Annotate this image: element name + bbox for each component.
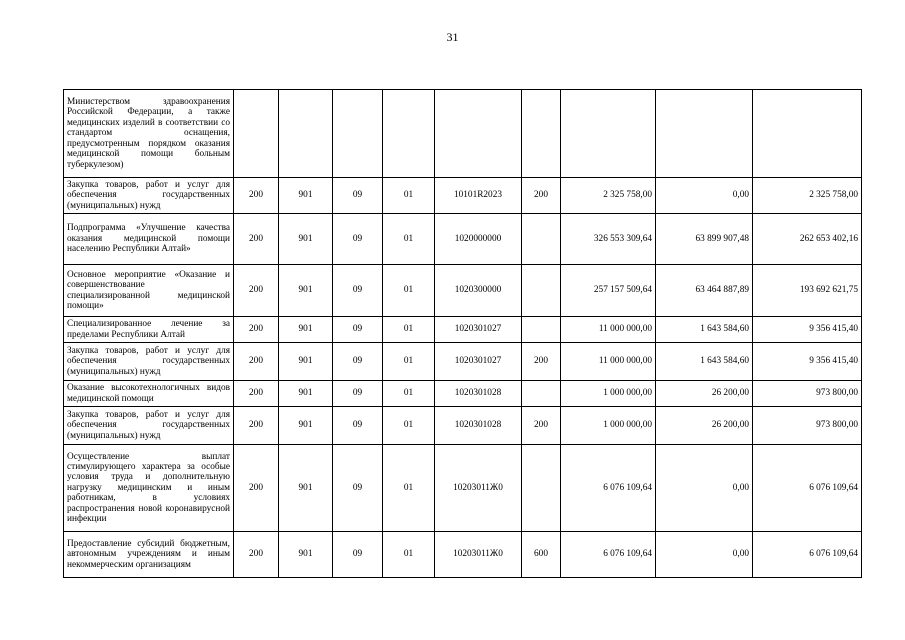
cell-target-article (435, 90, 522, 178)
cell-code-3: 09 (333, 265, 383, 317)
cell-value-3: 973 800,00 (753, 407, 862, 445)
table-row (64, 178, 862, 214)
cell-code-2: 901 (279, 381, 333, 407)
table-row (64, 90, 862, 178)
cell-target-article: 1020301027 (435, 317, 522, 343)
cell-value-2: 26 200,00 (656, 407, 753, 445)
cell-value-2: 0,00 (656, 178, 753, 214)
cell-value-2: 26 200,00 (656, 381, 753, 407)
cell-code-4: 01 (383, 265, 435, 317)
cell-value-1: 1 000 000,00 (561, 381, 656, 407)
cell-code-2: 901 (279, 343, 333, 381)
cell-value-2: 63 899 907,48 (656, 214, 753, 265)
budget-table (63, 89, 862, 578)
cell-value-2 (656, 90, 753, 178)
cell-code-3: 09 (333, 214, 383, 265)
cell-code-4: 01 (383, 178, 435, 214)
cell-value-1: 11 000 000,00 (561, 343, 656, 381)
cell-code-4: 01 (383, 381, 435, 407)
cell-value-3: 6 076 109,64 (753, 445, 862, 532)
cell-value-3: 9 356 415,40 (753, 343, 862, 381)
table-row (64, 343, 862, 381)
budget-table-body (64, 90, 862, 578)
cell-code-4 (383, 90, 435, 178)
row-name: Министерством здравоохранения Российской Федерации, а также медицинских изделий в соответствии со стандартом оснащения, предусмотренным порядком оказания медицинской помощи больным туберкулезом) (64, 90, 234, 178)
cell-value-3: 262 653 402,16 (753, 214, 862, 265)
cell-value-3: 6 076 109,64 (753, 532, 862, 578)
cell-code-1: 200 (234, 407, 279, 445)
cell-value-3: 9 356 415,40 (753, 317, 862, 343)
table-row (64, 214, 862, 265)
cell-code-1: 200 (234, 532, 279, 578)
cell-value-3 (753, 90, 862, 178)
cell-code-3: 09 (333, 445, 383, 532)
table-row (64, 265, 862, 317)
cell-code-1: 200 (234, 381, 279, 407)
cell-code-2: 901 (279, 532, 333, 578)
cell-target-article: 1020300000 (435, 265, 522, 317)
cell-expense-type (522, 381, 561, 407)
cell-value-2: 63 464 887,89 (656, 265, 753, 317)
cell-value-3: 2 325 758,00 (753, 178, 862, 214)
cell-code-3: 09 (333, 317, 383, 343)
cell-code-1: 200 (234, 343, 279, 381)
cell-code-3: 09 (333, 343, 383, 381)
cell-value-1: 1 000 000,00 (561, 407, 656, 445)
cell-value-1: 326 553 309,64 (561, 214, 656, 265)
cell-target-article: 1020301027 (435, 343, 522, 381)
cell-expense-type (522, 265, 561, 317)
row-name: Основное мероприятие «Оказание и совершенствование специализированной медицинской помощи» (64, 265, 234, 317)
cell-code-2: 901 (279, 214, 333, 265)
cell-value-2: 1 643 584,60 (656, 317, 753, 343)
cell-code-3 (333, 90, 383, 178)
cell-value-3: 973 800,00 (753, 381, 862, 407)
cell-target-article: 10203011Ж0 (435, 445, 522, 532)
cell-value-1 (561, 90, 656, 178)
cell-value-2: 1 643 584,60 (656, 343, 753, 381)
cell-code-3: 09 (333, 532, 383, 578)
cell-value-1: 2 325 758,00 (561, 178, 656, 214)
table-row (64, 381, 862, 407)
cell-target-article: 1020301028 (435, 381, 522, 407)
cell-code-2: 901 (279, 317, 333, 343)
cell-target-article: 10203011Ж0 (435, 532, 522, 578)
cell-code-3: 09 (333, 381, 383, 407)
cell-code-3: 09 (333, 178, 383, 214)
cell-expense-type (522, 317, 561, 343)
cell-target-article: 1020000000 (435, 214, 522, 265)
row-name: Закупка товаров, работ и услуг для обеспечения государственных (муниципальных) нужд (64, 178, 234, 214)
cell-expense-type: 200 (522, 407, 561, 445)
cell-code-4: 01 (383, 532, 435, 578)
cell-code-4: 01 (383, 214, 435, 265)
cell-code-3: 09 (333, 407, 383, 445)
cell-code-1: 200 (234, 317, 279, 343)
row-name: Специализированное лечение за пределами Республики Алтай (64, 317, 234, 343)
cell-code-1: 200 (234, 214, 279, 265)
cell-value-2: 0,00 (656, 532, 753, 578)
cell-code-1: 200 (234, 265, 279, 317)
cell-expense-type: 200 (522, 343, 561, 381)
cell-target-article: 10101R2023 (435, 178, 522, 214)
row-name: Оказание высокотехнологичных видов медицинской помощи (64, 381, 234, 407)
cell-expense-type (522, 90, 561, 178)
cell-code-1: 200 (234, 445, 279, 532)
cell-code-2: 901 (279, 407, 333, 445)
row-name: Предоставление субсидий бюджетным, автономным учреждениям и иным некоммерческим организациям (64, 532, 234, 578)
row-name: Закупка товаров, работ и услуг для обеспечения государственных (муниципальных) нужд (64, 343, 234, 381)
cell-target-article: 1020301028 (435, 407, 522, 445)
cell-value-2: 0,00 (656, 445, 753, 532)
cell-value-3: 193 692 621,75 (753, 265, 862, 317)
cell-expense-type (522, 214, 561, 265)
cell-expense-type: 600 (522, 532, 561, 578)
cell-value-1: 257 157 509,64 (561, 265, 656, 317)
cell-code-2: 901 (279, 445, 333, 532)
cell-code-4: 01 (383, 445, 435, 532)
table-row (64, 407, 862, 445)
cell-code-2 (279, 90, 333, 178)
cell-code-4: 01 (383, 343, 435, 381)
row-name: Закупка товаров, работ и услуг для обеспечения государственных (муниципальных) нужд (64, 407, 234, 445)
cell-code-2: 901 (279, 178, 333, 214)
table-row (64, 317, 862, 343)
table-row (64, 445, 862, 532)
cell-expense-type (522, 445, 561, 532)
cell-code-4: 01 (383, 317, 435, 343)
cell-expense-type: 200 (522, 178, 561, 214)
table-row (64, 532, 862, 578)
row-name: Осуществление выплат стимулирующего характера за особые условия труда и дополнительную нагрузку медицинским и иным работникам, в условиях распространения новой коронавирусной инфекции (64, 445, 234, 532)
cell-code-4: 01 (383, 407, 435, 445)
cell-code-1 (234, 90, 279, 178)
cell-value-1: 11 000 000,00 (561, 317, 656, 343)
row-name: Подпрограмма «Улучшение качества оказания медицинской помощи населению Республики Алтай» (64, 214, 234, 265)
cell-value-1: 6 076 109,64 (561, 532, 656, 578)
page-number: 31 (446, 30, 459, 44)
cell-code-2: 901 (279, 265, 333, 317)
cell-value-1: 6 076 109,64 (561, 445, 656, 532)
cell-code-1: 200 (234, 178, 279, 214)
